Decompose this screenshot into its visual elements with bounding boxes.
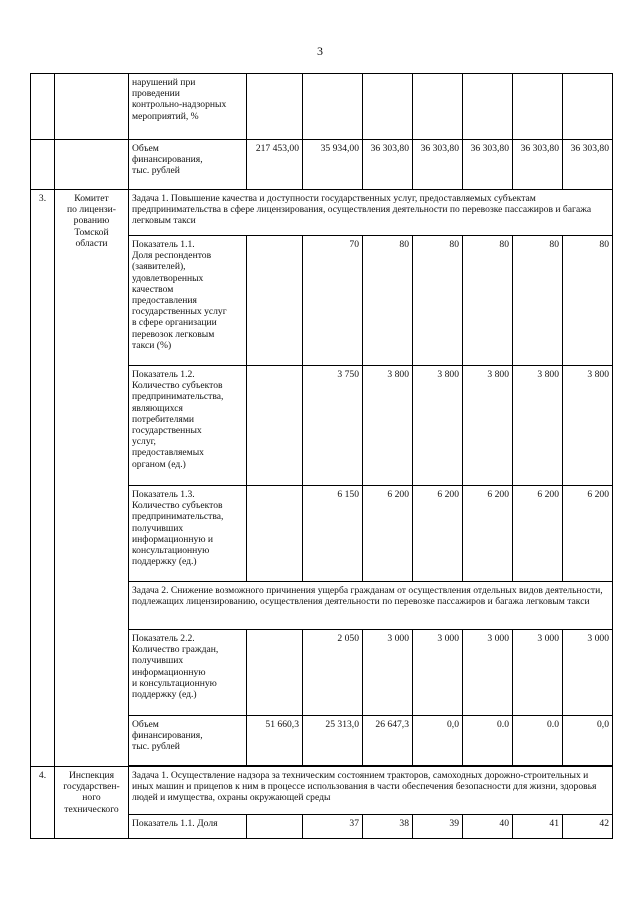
year-value: 37 — [303, 815, 363, 839]
year-value: 3 000 — [363, 630, 413, 716]
indicator-label: Объем финансирования, тыс. рублей — [129, 716, 247, 766]
year-value: 80 — [463, 236, 513, 366]
organization-name: Комитет по лицензи- рованию Томской области — [55, 190, 129, 767]
year-value: 41 — [513, 815, 563, 839]
year-value: 70 — [303, 236, 363, 366]
year-value: 3 800 — [413, 366, 463, 486]
indicator-label: Показатель 1.3. Количество субъектов предпринимательства, получивших информационную и консультационную поддержку (ед.) — [129, 486, 247, 582]
total-value: 217 453,00 — [247, 140, 303, 190]
total-value: 51 660,3 — [247, 716, 303, 766]
year-value: 3 800 — [363, 366, 413, 486]
year-value: 0.0 — [513, 716, 563, 766]
year-value: 6 200 — [413, 486, 463, 582]
year-value: 36 303,80 — [363, 140, 413, 190]
table-row — [31, 190, 613, 236]
year-value: 3 000 — [563, 630, 613, 716]
year-value: 42 — [563, 815, 613, 839]
task-text: Задача 1. Повышение качества и доступности государственных услуг, предоставляемых субъектам предпринимательства в сфере лицензирования, осуществления деятельности по перевозке пассажиров и багажа легковым такси — [129, 190, 613, 236]
year-value: 36 303,80 — [563, 140, 613, 190]
page-number: 3 — [317, 44, 323, 58]
year-value: 36 303,80 — [513, 140, 563, 190]
indicator-label: Показатель 1.1. Доля респондентов (заявителей), удовлетворенных качеством предоставления государственных услуг в сфере организации перевозок легковым такси (%) — [129, 236, 247, 366]
year-value: 3 750 — [303, 366, 363, 486]
year-value: 3 800 — [463, 366, 513, 486]
year-value: 0,0 — [563, 716, 613, 766]
indicator-label: Объем финансирования, тыс. рублей — [129, 140, 247, 190]
year-value: 6 200 — [513, 486, 563, 582]
total-value — [247, 630, 303, 716]
year-value: 80 — [413, 236, 463, 366]
section-number: 3. — [31, 190, 55, 767]
year-value: 0,0 — [413, 716, 463, 766]
year-value: 3 800 — [513, 366, 563, 486]
table-row — [31, 140, 613, 190]
indicator-label: нарушений при проведении контрольно-надзорных мероприятий, % — [129, 74, 247, 140]
year-value: 6 150 — [303, 486, 363, 582]
year-value: 36 303,80 — [413, 140, 463, 190]
total-value — [247, 815, 303, 839]
indicator-label: Показатель 2.2. Количество граждан, получивших информационную и консультационную поддержку (ед.) — [129, 630, 247, 716]
year-value: 35 934,00 — [303, 140, 363, 190]
organization-name: Инспекция государствен- ного технического — [55, 767, 129, 839]
year-value: 25 313,0 — [303, 716, 363, 766]
year-value: 3 800 — [563, 366, 613, 486]
year-value: 2 050 — [303, 630, 363, 716]
year-value: 39 — [413, 815, 463, 839]
table-row — [31, 74, 613, 140]
year-value: 3 000 — [413, 630, 463, 716]
year-value: 40 — [463, 815, 513, 839]
task-text: Задача 2. Снижение возможного причинения ущерба гражданам от осуществления отдельных видов деятельности, подлежащих лицензированию, осуществления деятельности по перевозке пассажиров и багажа легковым такси — [129, 582, 613, 630]
indicator-label: Показатель 1.2. Количество субъектов предпринимательства, являющихся потребителями государственных услуг, предоставляемых органом (ед.) — [129, 366, 247, 486]
table-row — [31, 767, 613, 815]
year-value: 6 200 — [463, 486, 513, 582]
year-value: 6 200 — [563, 486, 613, 582]
total-value — [247, 236, 303, 366]
program-table — [30, 73, 613, 839]
year-value: 26 647,3 — [363, 716, 413, 766]
task-text: Задача 1. Осуществление надзора за техническим состоянием тракторов, самоходных дорожно-строительных и иных машин и прицепов к ним в процессе использования в части обеспечения безопасности для жизни, здоровья людей и имущества, охраны окружающей среды — [129, 767, 613, 815]
year-value: 80 — [363, 236, 413, 366]
total-value — [247, 486, 303, 582]
year-value: 3 000 — [513, 630, 563, 716]
year-value: 38 — [363, 815, 413, 839]
total-value — [247, 366, 303, 486]
indicator-label: Показатель 1.1. Доля — [129, 815, 247, 839]
year-value: 80 — [513, 236, 563, 366]
year-value: 0.0 — [463, 716, 513, 766]
year-value: 6 200 — [363, 486, 413, 582]
year-value: 80 — [563, 236, 613, 366]
year-value: 36 303,80 — [463, 140, 513, 190]
year-value: 3 000 — [463, 630, 513, 716]
section-number: 4. — [31, 767, 55, 839]
